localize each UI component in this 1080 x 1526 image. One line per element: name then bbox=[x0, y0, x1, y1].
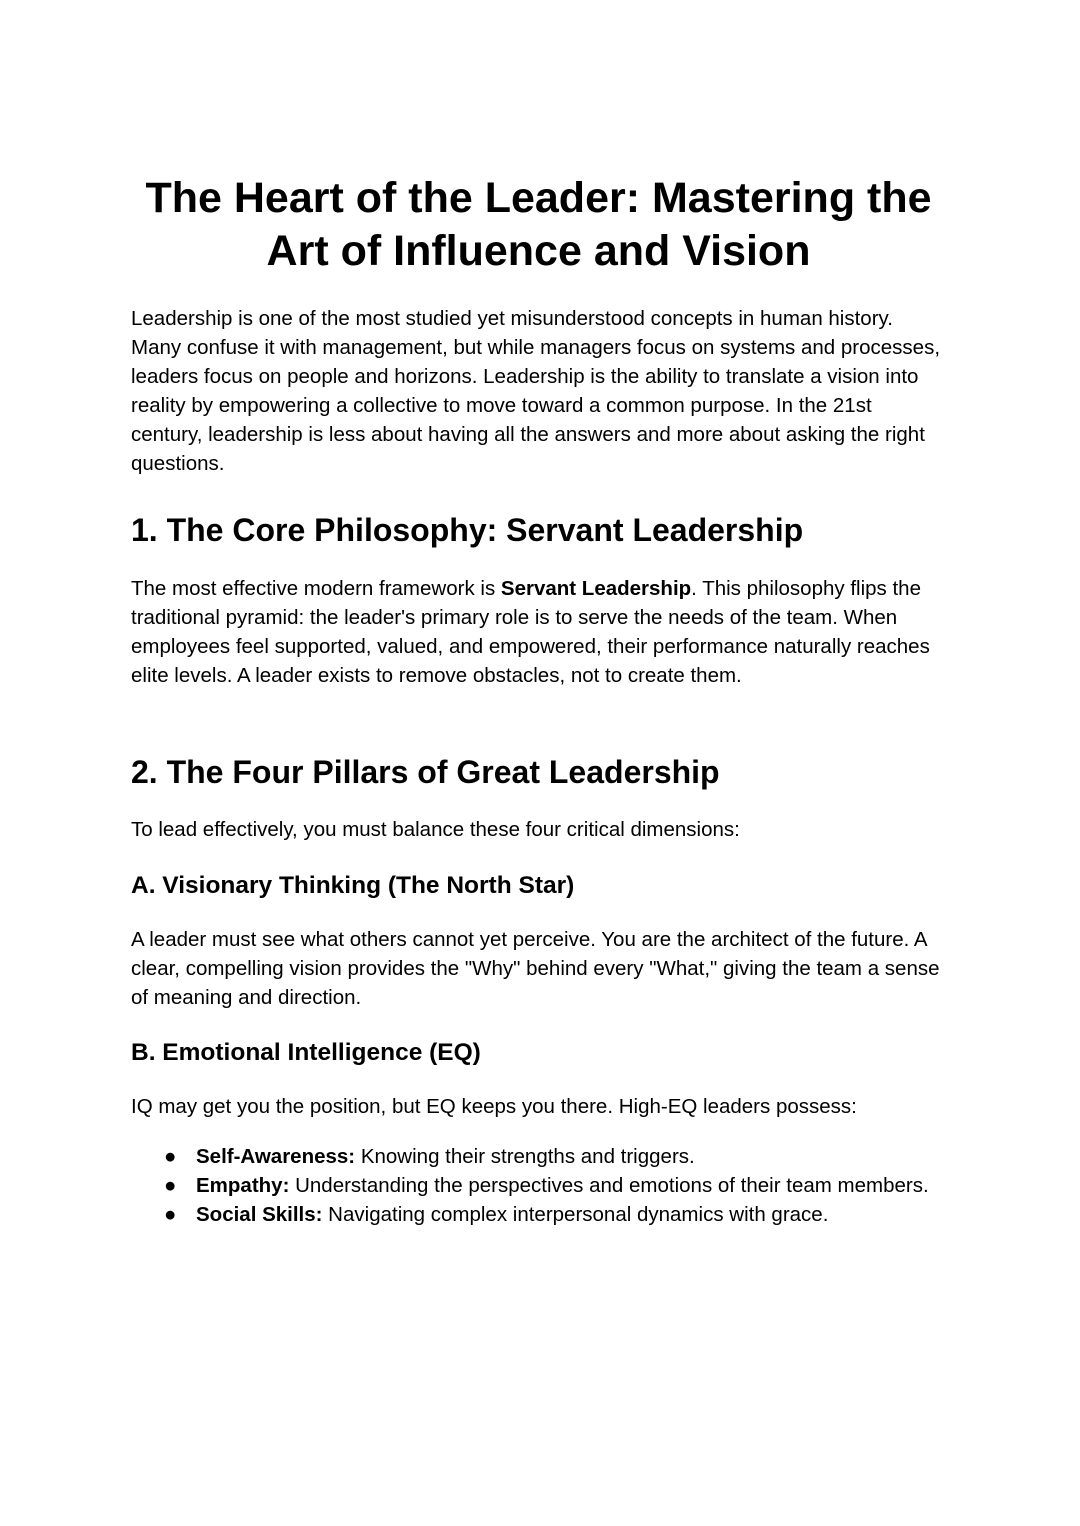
eq-bullet-list bbox=[131, 1142, 946, 1229]
list-item-desc: Knowing their strengths and triggers. bbox=[355, 1145, 695, 1168]
section-2-intro: To lead effectively, you must balance these four critical dimensions: bbox=[131, 818, 740, 841]
section-2-heading: 2. The Four Pillars of Great Leadership bbox=[131, 754, 720, 790]
list-item bbox=[131, 1200, 946, 1229]
list-item-term: Self-Awareness: bbox=[196, 1145, 356, 1168]
list-item-desc: Understanding the perspectives and emotions of their team members. bbox=[289, 1174, 929, 1197]
list-item bbox=[131, 1142, 946, 1171]
list-item-term: Empathy: bbox=[196, 1174, 290, 1197]
section-1-text-before: The most effective modern framework is bbox=[131, 577, 501, 600]
subsection-b-paragraph: IQ may get you the position, but EQ keeps you there. High-EQ leaders possess: bbox=[131, 1095, 857, 1118]
section-1-heading: 1. The Core Philosophy: Servant Leadership bbox=[131, 512, 804, 548]
list-item-term: Social Skills: bbox=[196, 1203, 323, 1226]
subsection-a-heading: A. Visionary Thinking (The North Star) bbox=[131, 872, 575, 899]
bullet-icon: ● bbox=[164, 1145, 177, 1168]
bullet-icon: ● bbox=[164, 1203, 177, 1226]
section-1-paragraph bbox=[131, 574, 946, 690]
subsection-b-heading: B. Emotional Intelligence (EQ) bbox=[131, 1039, 481, 1066]
document-title: The Heart of the Leader: Mastering the Art of Influence and Vision bbox=[145, 174, 932, 275]
section-1-text-after: . This philosophy flips the traditional pyramid: the leader's primary role is to serve the needs of the team. When employees feel supported, valued, and empowered, their performance naturally reaches elite levels. A leader exists to remove obstacles, not to create them. bbox=[131, 577, 930, 687]
intro-paragraph: Leadership is one of the most studied yet misunderstood concepts in human history. Many confuse it with management, but while managers focus on systems and processes, leaders focus on people and horizons. Leadership is the ability to translate a vision into reality by empowering a collective to move toward a common purpose. In the 21st century, leadership is less about having all the answers and more about asking the right questions. bbox=[131, 307, 941, 475]
section-1-bold-term: Servant Leadership bbox=[500, 577, 692, 600]
subsection-a-paragraph: A leader must see what others cannot yet perceive. You are the architect of the future. A clear, compelling vision provides the "Why" behind every "What," giving the team a sense of meaning and direction. bbox=[131, 928, 940, 1009]
list-item bbox=[131, 1171, 946, 1200]
bullet-icon: ● bbox=[164, 1174, 177, 1197]
list-item-desc: Navigating complex interpersonal dynamics with grace. bbox=[322, 1203, 829, 1226]
